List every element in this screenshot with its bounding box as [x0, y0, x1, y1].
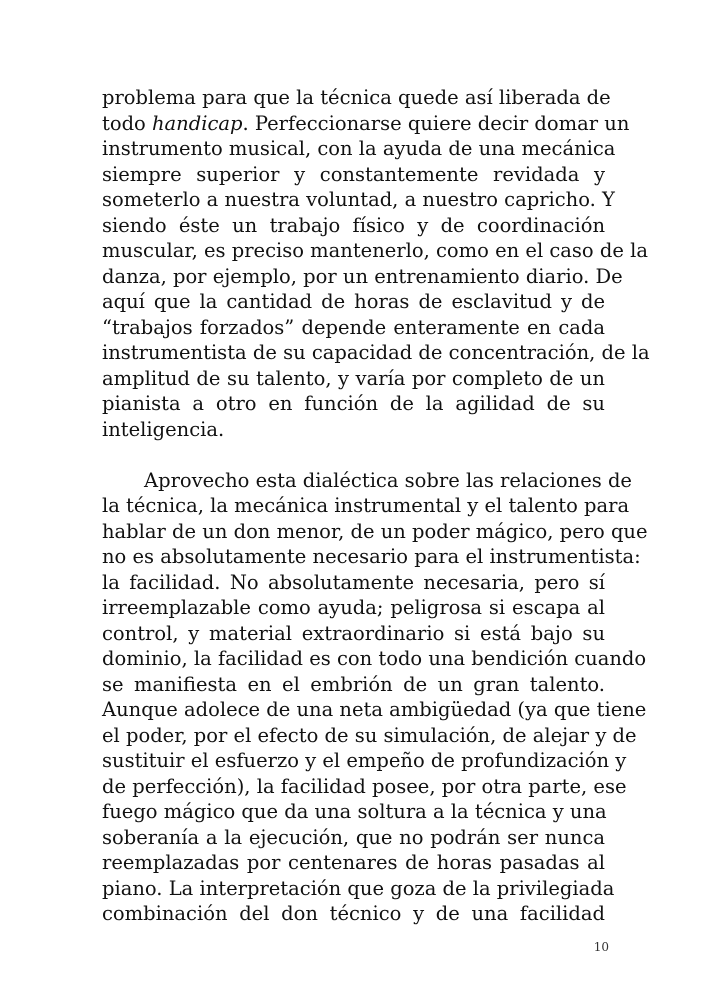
text-line: siendo éste un trabajo físico y de coordinación	[102, 213, 605, 237]
text-run: todo	[102, 111, 152, 135]
text-line: Aprovecho esta dialéctica sobre las relaciones de	[144, 468, 632, 492]
text-line: instrumentista de su capacidad de concentración, de la	[102, 341, 650, 364]
page-number: 10	[593, 940, 609, 954]
text-line: soberanía a la ejecución, que no podrán ser nunca	[102, 825, 605, 849]
text-line: sustituir el esfuerzo y el empeño de profundización y	[102, 749, 627, 772]
text-line: dominio, la facilidad es con todo una bendición cuando	[102, 647, 647, 670]
text-line: la facilidad. No absolutamente necesaria, pero sí	[102, 570, 605, 594]
text-line: no es absolutamente necesario para el instrumentista:	[102, 545, 641, 568]
text-line: irreemplazable como ayuda; peligrosa si escapa al	[102, 596, 605, 619]
text-line: problema para que la técnica quede así liberada de	[102, 86, 611, 109]
paragraph-2	[102, 468, 648, 927]
text-line: inteligencia.	[102, 417, 225, 441]
body-text	[102, 85, 650, 927]
text-line: la técnica, la mecánica instrumental y el talento para	[102, 494, 630, 517]
text-line: de perfección), la facilidad posee, por otra parte, ese	[102, 774, 627, 798]
text-line: siempre superior y constantemente revidada y	[102, 162, 605, 186]
paragraph-1	[102, 85, 650, 442]
text-line: amplitud de su talento, y varía por completo de un	[102, 366, 605, 390]
text-line: aquí que la cantidad de horas de esclavitud y de	[102, 290, 605, 313]
text-run: . Perfeccionarse quiere decir domar un	[242, 111, 630, 135]
text-line: el poder, por el efecto de su simulación, de alejar y de	[102, 723, 637, 747]
text-line: pianista a otro en función de la agilidad de su	[102, 392, 605, 415]
text-line: control, y material extraordinario si está bajo su	[102, 621, 605, 645]
text-line: fuego mágico que da una soltura a la técnica y una	[102, 800, 607, 823]
text-line	[102, 111, 630, 137]
text-line: Aunque adolece de una neta ambigüedad (ya que tiene	[102, 698, 647, 721]
text-line: someterlo a nuestra voluntad, a nuestro capricho. Y	[102, 188, 615, 211]
text-line: “trabajos forzados” depende enteramente en cada	[102, 315, 605, 339]
text-line: reemplazadas por centenares de horas pasadas al	[102, 851, 605, 874]
text-line: instrumento musical, con la ayuda de una mecánica	[102, 137, 616, 160]
text-line: hablar de un don menor, de un poder mágico, pero que	[102, 519, 648, 543]
italic-term: handicap	[152, 111, 243, 135]
text-line: danza, por ejemplo, por un entrenamiento diario. De	[102, 264, 623, 288]
text-line: muscular, es preciso mantenerlo, como en el caso de la	[102, 239, 648, 262]
text-line: piano. La interpretación que goza de la privilegiada	[102, 876, 615, 900]
text-line: se manifiesta en el embrión de un gran talento.	[102, 672, 605, 696]
text-line: combinación del don técnico y de una facilidad	[102, 902, 605, 925]
paragraph-spacer	[102, 442, 605, 468]
